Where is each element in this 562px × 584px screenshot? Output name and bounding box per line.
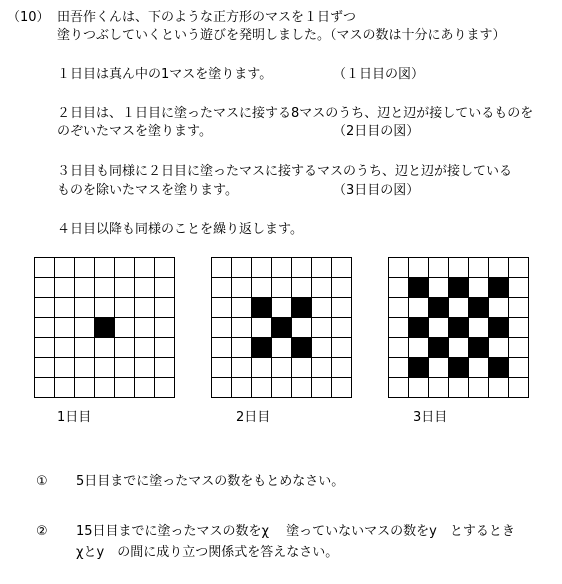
filled-cell <box>449 358 469 378</box>
empty-cell <box>75 258 95 278</box>
empty-cell <box>272 378 292 398</box>
empty-cell <box>429 358 449 378</box>
empty-cell <box>272 298 292 318</box>
empty-cell <box>389 258 409 278</box>
empty-cell <box>509 378 529 398</box>
empty-cell <box>409 338 429 358</box>
empty-cell <box>135 378 155 398</box>
empty-cell <box>35 278 55 298</box>
empty-cell <box>232 318 252 338</box>
empty-cell <box>312 278 332 298</box>
empty-cell <box>389 338 409 358</box>
empty-cell <box>509 258 529 278</box>
question-2-line-1: 15日目までに塗ったマスの数をχ 塗っていないマスの数をy とするとき <box>76 524 515 539</box>
empty-cell <box>75 338 95 358</box>
empty-cell <box>115 298 135 318</box>
empty-cell <box>509 298 529 318</box>
empty-cell <box>429 258 449 278</box>
empty-cell <box>95 378 115 398</box>
question-1-text: 5日目までに塗ったマスの数をもとめなさい。 <box>76 474 345 489</box>
empty-cell <box>35 378 55 398</box>
empty-cell <box>292 258 312 278</box>
empty-cell <box>75 358 95 378</box>
empty-cell <box>75 278 95 298</box>
day1-caption: 1日目 <box>57 410 92 425</box>
empty-cell <box>312 358 332 378</box>
day3-caption: 3日目 <box>413 410 448 425</box>
day1-grid <box>34 257 175 398</box>
empty-cell <box>212 278 232 298</box>
problem-number: （10） <box>7 10 50 25</box>
day2-grid <box>211 257 352 398</box>
day3-figure-ref: （3日目の図） <box>333 183 420 198</box>
empty-cell <box>135 298 155 318</box>
empty-cell <box>115 278 135 298</box>
empty-cell <box>332 278 352 298</box>
filled-cell <box>469 298 489 318</box>
empty-cell <box>212 258 232 278</box>
empty-cell <box>212 378 232 398</box>
empty-cell <box>292 378 312 398</box>
empty-cell <box>155 358 175 378</box>
empty-cell <box>449 258 469 278</box>
empty-cell <box>332 298 352 318</box>
empty-cell <box>332 378 352 398</box>
empty-cell <box>115 378 135 398</box>
empty-cell <box>409 378 429 398</box>
filled-cell <box>292 338 312 358</box>
empty-cell <box>272 358 292 378</box>
empty-cell <box>312 318 332 338</box>
filled-cell <box>409 318 429 338</box>
empty-cell <box>312 258 332 278</box>
filled-cell <box>429 338 449 358</box>
empty-cell <box>389 318 409 338</box>
empty-cell <box>155 318 175 338</box>
empty-cell <box>95 258 115 278</box>
empty-cell <box>252 278 272 298</box>
empty-cell <box>312 378 332 398</box>
empty-cell <box>292 278 312 298</box>
filled-cell <box>449 318 469 338</box>
intro-line-1: 田吾作くんは、下のような正方形のマスを１日ずつ <box>57 10 357 25</box>
empty-cell <box>272 278 292 298</box>
day1-figure-ref: （１日目の図） <box>333 67 425 82</box>
filled-cell <box>489 318 509 338</box>
day2-line-1: ２日目は、１日目に塗ったマスに接する8マスのうち、辺と辺が接しているものを <box>57 106 534 121</box>
empty-cell <box>232 278 252 298</box>
empty-cell <box>35 318 55 338</box>
empty-cell <box>312 338 332 358</box>
day3-grid <box>388 257 529 398</box>
question-1-marker: ① <box>36 474 48 489</box>
filled-cell <box>449 278 469 298</box>
intro-line-2: 塗りつぶしていくという遊びを発明しました。（マスの数は十分にあります） <box>57 28 506 43</box>
empty-cell <box>155 378 175 398</box>
empty-cell <box>55 378 75 398</box>
empty-cell <box>509 358 529 378</box>
empty-cell <box>252 358 272 378</box>
empty-cell <box>389 358 409 378</box>
empty-cell <box>232 378 252 398</box>
empty-cell <box>115 258 135 278</box>
empty-cell <box>332 258 352 278</box>
empty-cell <box>212 358 232 378</box>
filled-cell <box>429 298 449 318</box>
day4-text: ４日目以降も同様のことを繰り返します。 <box>57 222 303 237</box>
empty-cell <box>135 338 155 358</box>
empty-cell <box>75 298 95 318</box>
filled-cell <box>272 318 292 338</box>
day3-line-2: ものを除いたマスを塗ります。 <box>57 183 238 198</box>
empty-cell <box>95 338 115 358</box>
empty-cell <box>469 358 489 378</box>
empty-cell <box>509 338 529 358</box>
empty-cell <box>429 318 449 338</box>
empty-cell <box>212 298 232 318</box>
empty-cell <box>469 278 489 298</box>
day2-figure-ref: （2日目の図） <box>333 124 420 139</box>
empty-cell <box>292 358 312 378</box>
question-2-line-2: χとy の間に成り立つ関係式を答えなさい。 <box>76 545 339 560</box>
empty-cell <box>135 258 155 278</box>
empty-cell <box>155 258 175 278</box>
empty-cell <box>469 258 489 278</box>
empty-cell <box>35 298 55 318</box>
day2-line-2: のぞいたマスを塗ります。 <box>57 124 212 139</box>
filled-cell <box>95 318 115 338</box>
empty-cell <box>469 318 489 338</box>
empty-cell <box>55 338 75 358</box>
filled-cell <box>409 278 429 298</box>
empty-cell <box>252 318 272 338</box>
empty-cell <box>232 338 252 358</box>
empty-cell <box>449 338 469 358</box>
filled-cell <box>252 338 272 358</box>
filled-cell <box>469 338 489 358</box>
empty-cell <box>95 278 115 298</box>
filled-cell <box>489 278 509 298</box>
empty-cell <box>55 258 75 278</box>
empty-cell <box>35 358 55 378</box>
empty-cell <box>115 358 135 378</box>
empty-cell <box>272 258 292 278</box>
empty-cell <box>212 318 232 338</box>
filled-cell <box>292 298 312 318</box>
empty-cell <box>312 298 332 318</box>
empty-cell <box>389 278 409 298</box>
empty-cell <box>35 338 55 358</box>
empty-cell <box>232 298 252 318</box>
empty-cell <box>332 318 352 338</box>
empty-cell <box>55 318 75 338</box>
empty-cell <box>95 298 115 318</box>
empty-cell <box>252 258 272 278</box>
empty-cell <box>115 318 135 338</box>
empty-cell <box>429 278 449 298</box>
empty-cell <box>135 358 155 378</box>
empty-cell <box>489 298 509 318</box>
empty-cell <box>232 358 252 378</box>
empty-cell <box>332 358 352 378</box>
empty-cell <box>155 338 175 358</box>
empty-cell <box>95 358 115 378</box>
day3-line-1: ３日目も同様に２日目に塗ったマスに接するマスのうち、辺と辺が接している <box>57 164 513 179</box>
empty-cell <box>135 278 155 298</box>
empty-cell <box>55 278 75 298</box>
empty-cell <box>55 298 75 318</box>
empty-cell <box>135 318 155 338</box>
empty-cell <box>252 378 272 398</box>
question-2-marker: ② <box>36 524 48 539</box>
empty-cell <box>389 378 409 398</box>
empty-cell <box>449 298 469 318</box>
empty-cell <box>509 318 529 338</box>
empty-cell <box>232 258 252 278</box>
empty-cell <box>489 258 509 278</box>
empty-cell <box>155 278 175 298</box>
day1-text: １日目は真ん中の1マスを塗ります。 <box>57 67 273 82</box>
empty-cell <box>75 318 95 338</box>
empty-cell <box>429 378 449 398</box>
empty-cell <box>155 298 175 318</box>
empty-cell <box>389 298 409 318</box>
empty-cell <box>75 378 95 398</box>
filled-cell <box>489 358 509 378</box>
empty-cell <box>35 258 55 278</box>
day2-caption: 2日目 <box>236 410 271 425</box>
empty-cell <box>489 378 509 398</box>
filled-cell <box>409 358 429 378</box>
empty-cell <box>272 338 292 358</box>
empty-cell <box>489 338 509 358</box>
empty-cell <box>409 258 429 278</box>
empty-cell <box>212 338 232 358</box>
empty-cell <box>509 278 529 298</box>
empty-cell <box>115 338 135 358</box>
empty-cell <box>332 338 352 358</box>
empty-cell <box>449 378 469 398</box>
empty-cell <box>292 318 312 338</box>
empty-cell <box>409 298 429 318</box>
filled-cell <box>252 298 272 318</box>
empty-cell <box>55 358 75 378</box>
empty-cell <box>469 378 489 398</box>
